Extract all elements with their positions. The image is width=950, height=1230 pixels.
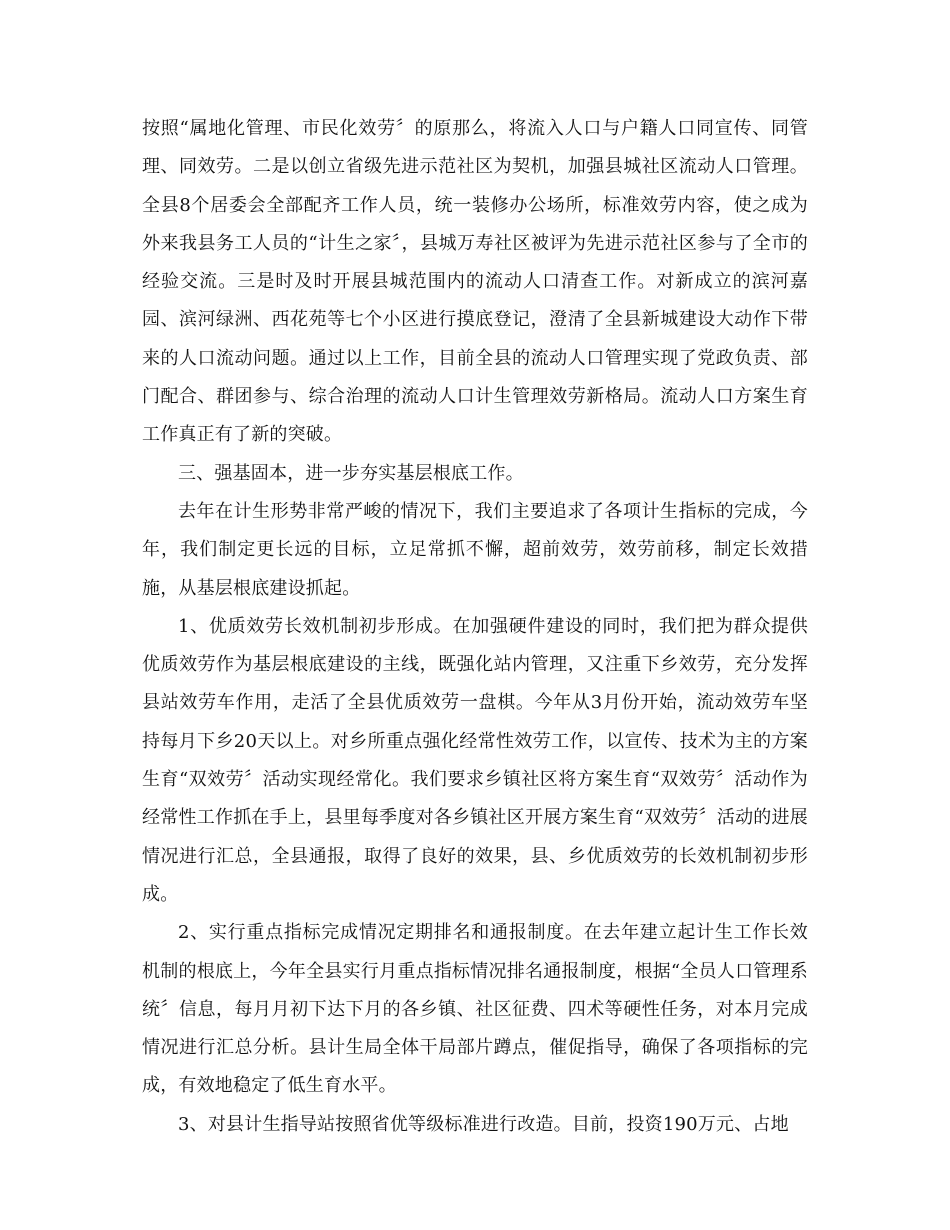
paragraph-item-3: 3、对县计生指导站按照省优等级标准进行改造。目前，投资190万元、占地	[178, 1113, 789, 1135]
document-body	[142, 110, 808, 1144]
section-heading-3: 三、强基固本，进一步夯实基层根底工作。	[178, 462, 524, 484]
paragraph-floating-population: 按照“属地化管理、市民化效劳〞的原那么，将流入人口与户籍人口同宣传、同管理、同效劳。二是以创立省级先进示范社区为契机，加强县城社区流动人口管理。全县8个居委会全部配齐工作人员，统一装修办公场所，标准效劳内容，使之成为外来我县务工人员的“计生之家〞，县城万寿社区被评为先进示范社区参与了全市的经验交流。三是时及时开展县城范围内的流动人口清查工作。对新成立的滨河嘉园、滨河绿洲、西花苑等七个小区进行摸底登记，澄清了全县新城建设大动作下带来的人口流动问题。通过以上工作，目前全县的流动人口管理实现了党政负责、部门配合、群团参与、综合治理的流动人口计生管理效劳新格局。流动人口方案生育工作真正有了新的突破。	[142, 118, 808, 446]
paragraph-last-year: 去年在计生形势非常严峻的情况下，我们主要追求了各项计生指标的完成，今年，我们制定更长远的目标，立足常抓不懈，超前效劳，效劳前移，制定长效措施，从基层根底建设抓起。	[142, 500, 808, 599]
paragraph-item-1: 1、优质效劳长效机制初步形成。在加强硬件建设的同时，我们把为群众提供优质效劳作为基层根底建设的主线，既强化站内管理，又注重下乡效劳，充分发挥县站效劳车作用，走活了全县优质效劳一盘棋。今年从3月份开始，流动效劳车坚持每月下乡20天以上。对乡所重点强化经常性效劳工作，以宣传、技术为主的方案生育“双效劳〞活动实现经常化。我们要求乡镇社区将方案生育“双效劳〞活动作为经常性工作抓在手上，县里每季度对各乡镇社区开展方案生育“双效劳〞活动的进展情况进行汇总，全县通报，取得了良好的效果，县、乡优质效劳的长效机制初步形成。	[142, 615, 808, 905]
paragraph-item-2: 2、实行重点指标完成情况定期排名和通报制度。在去年建立起计生工作长效机制的根底上，今年全县实行月重点指标情况排名通报制度，根据“全员人口管理系统〞信息，每月月初下达下月的各乡镇、社区征费、四术等硬性任务，对本月完成情况进行汇总分析。县计生局全体干局部片蹲点，催促指导，确保了各项指标的完成，有效地稳定了低生育水平。	[142, 922, 808, 1097]
